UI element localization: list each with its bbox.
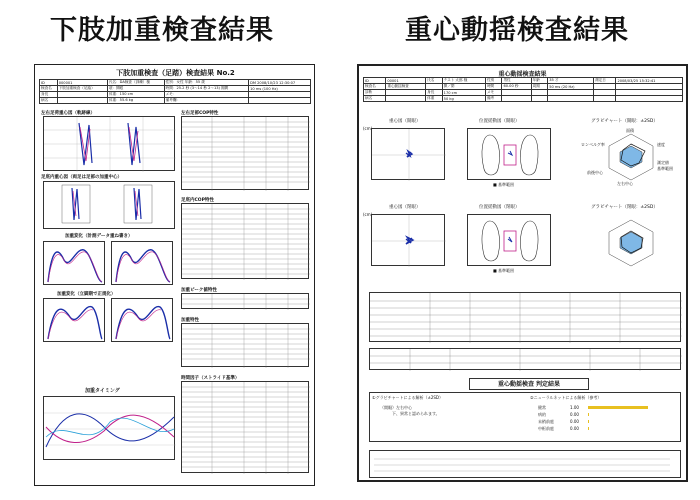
- info-cell: 備考欄：: [164, 98, 248, 104]
- radar-label-ml: 左右中心: [617, 181, 633, 186]
- section-title: 加重特性: [181, 318, 199, 323]
- sway-info-cell: 時間: [485, 84, 502, 90]
- judgement-sub-right: ②ニューラルネットによる解析（参考）: [530, 395, 602, 400]
- footer-notes: [369, 450, 681, 478]
- closed-radar-title: グラビチャート（閉眼：±2SD）: [591, 205, 658, 210]
- closed-foot-title: 位置揺動図（閉眼）: [479, 205, 520, 210]
- sway-info-cell: 測定日: [594, 78, 616, 84]
- sway-info-cell: メモ: [485, 90, 502, 96]
- radar-label-ap: 前後中心: [587, 170, 603, 175]
- closed-cop-plot: [372, 215, 446, 267]
- section-title: 加重ピーク値特性: [181, 288, 217, 293]
- sway-info-cell: [502, 96, 531, 102]
- load-change-right-plot: [112, 242, 174, 286]
- info-row: [40, 98, 311, 104]
- open-radar-plot: [579, 128, 683, 186]
- section-grid: [182, 382, 310, 474]
- patient-info-table: [39, 79, 311, 104]
- section-title: 足底内COP特性: [181, 198, 214, 203]
- sway-info-cell: 開／閉: [442, 84, 485, 90]
- cop-lr-plot: [44, 117, 176, 172]
- sway-info-cell: 性別: [485, 78, 502, 84]
- open-radar-chart: [579, 128, 683, 186]
- right-title: 重心動揺検査結果: [405, 15, 629, 46]
- sway-info-cell: 備考: [485, 96, 502, 102]
- info-cell: 身長: [40, 92, 58, 98]
- sway-info-cell: 50 ms (20 Hz): [548, 84, 594, 90]
- judgement-row-value: 1.00: [570, 405, 579, 410]
- sway-info-cell: [594, 96, 616, 102]
- judgement-row-bar: [588, 427, 589, 430]
- footer-notes-lines: [370, 451, 682, 479]
- sway-info-cell: [616, 96, 683, 102]
- sway-results-table: [369, 292, 681, 342]
- sway-info-cell: ID: [364, 78, 386, 84]
- judgement-sub-left: ①グラビチャートによる解析（±2SD）: [372, 395, 443, 400]
- caption-cop-each: 足底内重心図（両足は足部の加重中心）: [41, 175, 122, 180]
- judgement-row-label: 健常: [538, 405, 546, 410]
- load-timing-chart: [43, 396, 175, 460]
- judgement-line-1: （開眼）左右中心: [380, 405, 412, 410]
- load-change-right-chart: [111, 241, 173, 285]
- cop-each-plot: [44, 182, 176, 230]
- sway-info-cell: 00001: [386, 78, 426, 84]
- sway-results-table-2: [369, 348, 681, 370]
- open-cop-chart: [371, 128, 445, 180]
- sway-info-cell: 診断: [364, 90, 386, 96]
- open-foot-plot: [468, 129, 552, 181]
- info-cell: ID: [40, 80, 58, 86]
- info-cell: 項：開眼: [107, 86, 164, 92]
- info-cell: 検査名: [40, 86, 58, 92]
- open-foot-chart: [467, 128, 551, 180]
- sway-info-cell: 170 cm: [442, 90, 485, 96]
- radar-label-ref: 基準範囲: [657, 166, 673, 171]
- load-stand-left-chart: [43, 298, 105, 342]
- sway-info-cell: テスト 太郎 様: [442, 78, 485, 84]
- judgement-line-2: 下、異常と認められます。: [392, 411, 440, 416]
- radar-label-romberg: ロンベルグ率: [581, 142, 605, 147]
- body-sway-report: [357, 64, 688, 482]
- sway-info-table: [363, 77, 683, 102]
- judgement-title: 重心動揺検査 判定結果: [497, 381, 561, 388]
- judgement-row-label: 病的: [538, 412, 546, 417]
- info-cell: 000001: [57, 80, 107, 86]
- open-cop-plot: [372, 129, 446, 181]
- closed-foot-chart: [467, 214, 551, 266]
- judgement-row-value: 0.00: [570, 426, 579, 431]
- sway-info-cell: 体重: [426, 96, 443, 102]
- open-foot-title: 位置揺動図（開眼）: [479, 119, 520, 124]
- closed-cop-title: 重心図（閉眼）: [389, 205, 421, 210]
- info-cell: 下肢加重検査（足踏）: [57, 86, 107, 92]
- judgement-panel: [369, 392, 681, 442]
- judgement-row-bar: [588, 420, 589, 423]
- info-cell: 時間：25.2 秒 (3〜14 秒 2〜13) 期間: [164, 86, 248, 92]
- info-cell: 病名: [40, 98, 58, 104]
- judgement-row-bar: [588, 413, 589, 416]
- section-grid: [182, 117, 310, 191]
- radar-label-area: 面積: [626, 128, 634, 133]
- radar-label-measured: 測定値: [657, 160, 669, 165]
- cop-each-chart: [43, 181, 175, 229]
- caption-cop-lr: 左右足荷重心図（軌跡線）: [41, 111, 95, 116]
- info-cell: メモ：: [164, 92, 248, 98]
- caption-load-timing: 加重タイミング: [85, 388, 120, 394]
- left-title: 下肢加重検査結果: [50, 15, 274, 46]
- section-grid: [182, 294, 310, 310]
- sway-results-grid-2: [370, 349, 682, 371]
- judgement-row-label: 末梢前庭: [538, 419, 554, 424]
- closed-radar-plot: [579, 214, 683, 272]
- radar-label-speed: 速度: [657, 142, 665, 147]
- sway-info-cell: 50 kg: [442, 96, 485, 102]
- info-cell: 性別：女性 年齢：55 歳: [164, 80, 248, 86]
- sway-info-cell: 氏名: [426, 78, 443, 84]
- caption-load-change-stand: 加重変化（立脚期で正規化）: [57, 292, 116, 297]
- section-title: 左右足部COP特性: [181, 111, 219, 116]
- open-cop-title: 重心図（開眼）: [389, 119, 421, 124]
- open-radar-title: グラビチャート（開眼：±2SD）: [591, 119, 658, 124]
- sway-info-cell: [548, 96, 594, 102]
- open-legend: ■ 基準範囲: [493, 182, 515, 187]
- load-stand-right-plot: [112, 299, 174, 343]
- info-cell: DM 2008/10/23 12:30:07: [249, 80, 311, 86]
- closed-legend: ■ 基準範囲: [493, 268, 515, 273]
- section-table: [181, 203, 309, 279]
- judgement-row-value: 0.00: [570, 412, 579, 417]
- sway-info-cell: 2008/03/25 15:32:41: [616, 78, 683, 84]
- section-table: [181, 293, 309, 309]
- sway-info-cell: 重心動揺検査: [386, 84, 426, 90]
- closed-foot-plot: [468, 215, 552, 267]
- judgement-title-box: [469, 378, 589, 390]
- load-change-left-plot: [44, 242, 106, 286]
- sway-info-cell: 周期: [531, 84, 548, 90]
- info-cell: [57, 98, 107, 104]
- section-grid: [182, 204, 310, 280]
- info-cell: [249, 98, 311, 104]
- sway-info-row: [364, 96, 683, 102]
- section-table: [181, 323, 309, 367]
- load-stand-left-plot: [44, 299, 106, 343]
- section-grid: [182, 324, 310, 368]
- report-header: 下肢加重検査（足踏）検査結果 No.2: [116, 69, 235, 77]
- lower-limb-load-report: [34, 64, 315, 486]
- sway-report-header: 重心動揺検査結果: [498, 71, 547, 78]
- info-cell: 体重：55.6 kg: [107, 98, 164, 104]
- info-cell: 体重：150 cm: [107, 92, 164, 98]
- sway-info-cell: 男性: [502, 78, 531, 84]
- info-cell: 氏名：DA検査（訓練）様: [107, 80, 164, 86]
- sway-info-cell: [386, 96, 426, 102]
- open-cop-unit: (cm): [363, 126, 373, 131]
- section-table: [181, 381, 309, 473]
- sway-info-cell: 60.00 秒: [502, 84, 531, 90]
- sway-info-cell: 35 才: [548, 78, 594, 84]
- load-change-left-chart: [43, 241, 105, 285]
- cop-lr-chart: [43, 116, 175, 171]
- judgement-row-value: 0.00: [570, 419, 579, 424]
- section-table: [181, 116, 309, 190]
- sway-results-grid: [370, 293, 682, 343]
- closed-cop-chart: [371, 214, 445, 266]
- sway-info-cell: 年齢: [531, 78, 548, 84]
- load-stand-right-chart: [111, 298, 173, 342]
- info-cell: 10 ms (100 Hz): [249, 86, 311, 92]
- sway-info-cell: 病名: [364, 96, 386, 102]
- section-title: 時間因子（ストライド基準）: [181, 376, 240, 381]
- caption-load-change: 加重変化（計測データ重ね書き）: [65, 234, 133, 239]
- sway-info-cell: 身長: [426, 90, 443, 96]
- closed-cop-unit: (cm): [363, 212, 373, 217]
- judgement-row-bar: [588, 406, 648, 409]
- sway-info-cell: [531, 96, 548, 102]
- sway-info-cell: 検査名: [364, 84, 386, 90]
- load-timing-plot: [44, 397, 176, 461]
- closed-radar-chart: [579, 214, 683, 272]
- judgement-row-label: 中枢前庭: [538, 426, 554, 431]
